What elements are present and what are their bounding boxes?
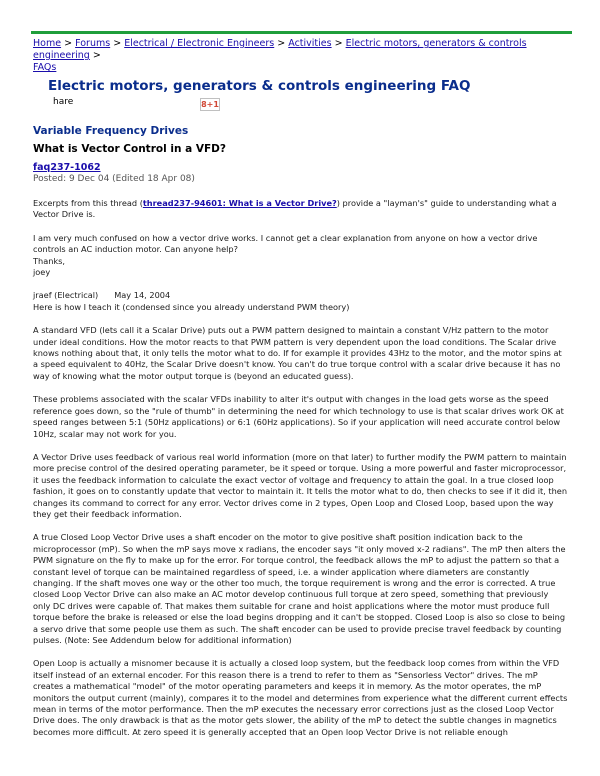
share-bar xyxy=(33,97,568,111)
paragraph-scalar-drive: A standard VFD (lets call it a Scalar Drive) puts out a PWM pattern designed to maintain a constant V/Hz pattern to the motor under ideal conditions. How the motor reacts to that PWM pattern is very dependent upon the load conditions. The Scalar drive knows nothing about that, it only tells the motor what to do. If for example it provides 43Hz to the motor, and the motor spins at a speed equivalent to 40Hz, the Scalar Drive doesn't know. You can't do true torque control with a scalar drive because it has no way of knowing what the motor output torque is (beyond an educated guess). xyxy=(33,325,562,381)
breadcrumb-separator: > xyxy=(113,38,122,49)
reply-author: jraef (Electrical) xyxy=(33,290,99,301)
breadcrumb-activities-link[interactable]: Activities xyxy=(288,38,332,49)
intro-text-before: Excerpts from this thread ( xyxy=(33,198,143,208)
paragraph-closed-loop: A true Closed Loop Vector Drive uses a shaft encoder on the motor to give positive shaft position indication back to the microprocessor (mP). So when the mP says move x radians, the encoder says "it only moved x-2 radians". The mP then alters the PWM signature on the fly to make up for the error. For torque control, the feedback allows the mP to adjust the pattern so that a constant level of torque can be maintained regardless of speed, i.e. a winder application where diameters are constantly changing. If the shaft moves one way or the other too much, the torque requirement is wrong and the error is corrected. A true closed Loop Vector Drive can also make an AC motor develop continuous full torque at zero speed, something that previously only DC drives were capable of. That makes them suitable for crane and hoist applications where the motor must produce full torque before the brake is released or else the load begins dropping and it can't be stopped. Closed Loop is also so close to being a servo drive that some people use them as such. The shaft encoder can be used to provide precise travel feedback by counting pulses. (Note: See Addendum below for additional information) xyxy=(33,532,566,645)
paragraph-vector-drive: A Vector Drive uses feedback of various real world information (more on that later) to further modify the PWM pattern to maintain more precise control of the desired operating parameter, be it speed or torque. Using a more powerful and faster microprocessor, it uses the feedback information to calculate the exact vector of voltage and frequency to attain the goal. In a true closed loop fashion, it goes on to constantly update that vector to maintain it. It tells the motor what to do, then checks to see if it did it, then changes its command to correct for any error. Vector drives come in 2 types, Open Loop and Closed Loop, based upon the way they get their feedback information. xyxy=(33,451,568,519)
faq-body xyxy=(33,198,568,738)
question-thanks: Thanks, xyxy=(33,255,66,266)
question-text: I am very much confused on how a vector drive works. I cannot get a clear explanation from anyone on how a vector drive controls an AC induction motor. Can anyone help? xyxy=(33,232,538,255)
breadcrumb-separator: > xyxy=(334,38,343,49)
share-label[interactable]: hare xyxy=(53,97,74,107)
reply-date: May 14, 2004 xyxy=(114,290,171,301)
breadcrumb xyxy=(33,38,568,74)
paragraph-scalar-limits: These problems associated with the scalar VFDs inability to alter it's output with changes in the load gets worse as the speed reference goes down, so the "rule of thumb" in determining the need for which technology to use is that scalar drives work OK at speed ranges between 5:1 (50Hz applications) or 6:1 (60Hz applications). So if your application will need accurate control below 10Hz, scalar may not work for you. xyxy=(33,394,564,439)
breadcrumb-separator: > xyxy=(277,38,286,49)
google-plus-button[interactable]: 8+1 xyxy=(201,100,219,109)
faq-section-heading: Variable Frequency Drives xyxy=(33,125,189,137)
page-content xyxy=(33,38,568,750)
breadcrumb-forums-link[interactable]: Forums xyxy=(75,38,111,49)
reply-header xyxy=(33,290,568,313)
paragraph-open-loop: Open Loop is actually a misnomer because it is actually a closed loop system, but the feedback loop comes from within the VFD itself instead of an external encoder. For this reason there is a trend to refer to them as "Sensorless Vector" drives. The mP creates a mathematical "model" of the motor operating parameters and keeps it in memory. As the motor operates, the mP monitors the output current (mainly), compares it to the model and determines from experience what the different current effects mean in terms of the motor performance. Then the mP executes the necessary error corrections just as the closed Loop Vector Drive does. The only drawback is that as the motor gets slower, the ability of the mP to detect the subtle changes in magnetics becomes more difficult. At zero speed it is generally accepted that an Open loop Vector Drive is not reliable enough xyxy=(33,658,568,737)
reply-intro: Here is how I teach it (condensed since you already understand PWM theory) xyxy=(33,301,350,312)
top-accent-bar xyxy=(31,31,572,34)
breadcrumb-home-link[interactable]: Home xyxy=(33,38,62,49)
faq-id-link[interactable]: faq237-1062 xyxy=(33,162,101,173)
thread-link[interactable]: thread237-94601: What is a Vector Drive? xyxy=(142,198,337,208)
breadcrumb-category-link[interactable]: Electrical / Electronic Engineers xyxy=(124,38,275,49)
page-title: Electric motors, generators & controls engineering FAQ xyxy=(48,78,471,94)
breadcrumb-separator: > xyxy=(92,50,101,61)
faq-question-heading: What is Vector Control in a VFD? xyxy=(33,143,226,155)
question-signature: joey xyxy=(33,267,51,278)
intro-paragraph xyxy=(33,198,568,221)
breadcrumb-separator: > xyxy=(64,38,73,49)
breadcrumb-forum-link[interactable]: Electric motors, generators & controls engineering xyxy=(33,38,527,61)
intro-text-after: ) provide a "layman's" guide to understanding what a Vector Drive is. xyxy=(33,198,557,220)
original-question xyxy=(33,233,568,279)
posted-date: Posted: 9 Dec 04 (Edited 18 Apr 08) xyxy=(33,174,195,184)
breadcrumb-faqs-link[interactable]: FAQs xyxy=(33,62,57,73)
